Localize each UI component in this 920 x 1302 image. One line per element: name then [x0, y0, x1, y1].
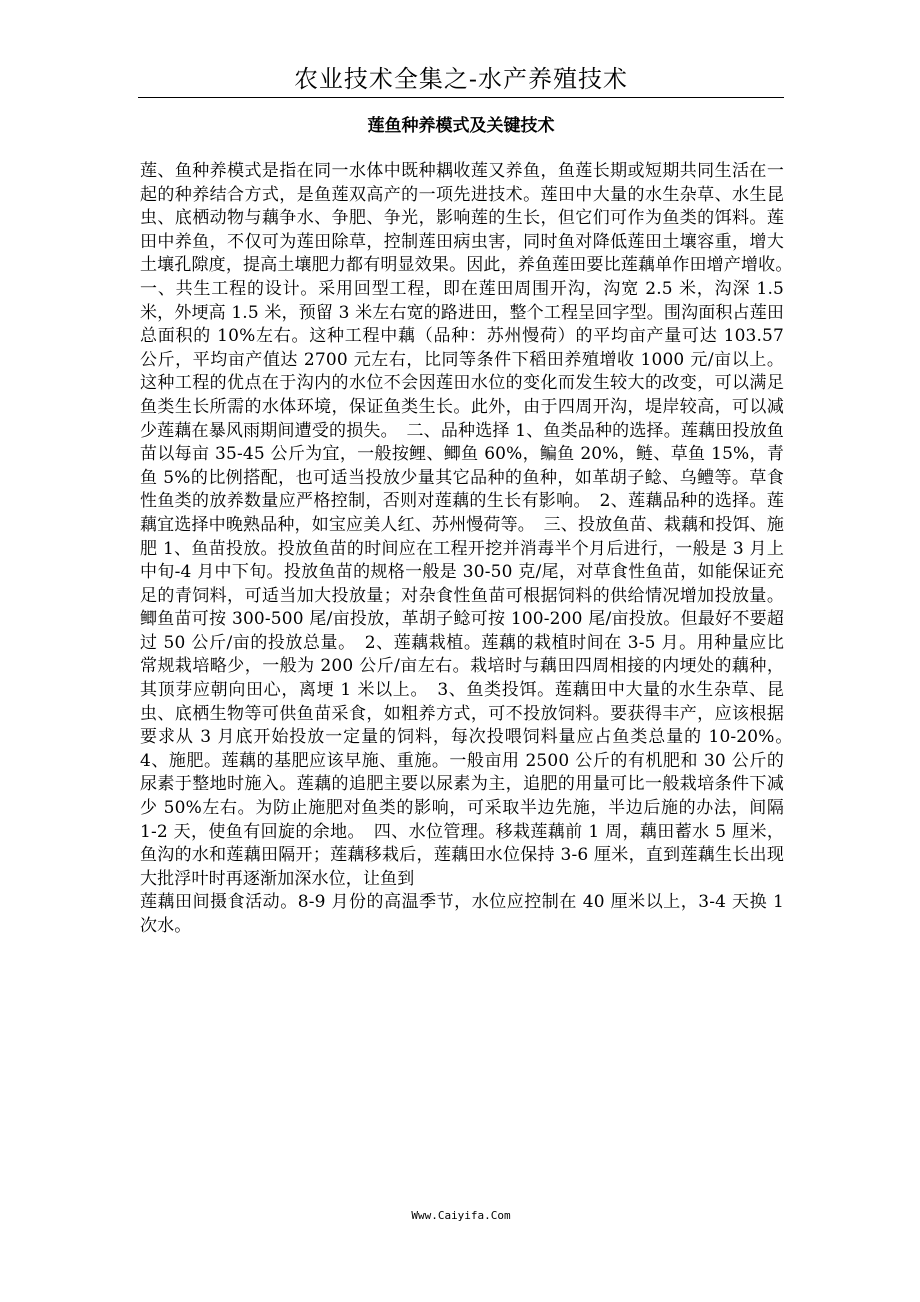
- footer-site-url: Www.Caiyifa.Com: [411, 1209, 511, 1222]
- body-paragraph-continued: 莲藕田间摄食活动。8-9 月份的高温季节，水位应控制在 40 厘米以上，3-4 天换 1 次水。: [140, 892, 784, 936]
- header-divider: [138, 97, 784, 98]
- page-header-title: 农业技术全集之-水产养殖技术: [293, 65, 629, 93]
- document-title: 莲鱼种养模式及关键技术: [367, 116, 555, 136]
- document-body: [140, 160, 802, 939]
- body-paragraph: 莲、鱼种养模式是指在同一水体中既种耦收莲又养鱼，鱼莲长期或短期共同生活在一起的种养结合方式，是鱼莲双高产的一项先进技术。莲田中大量的水生杂草、水生昆虫、底栖动物与藕争水、争肥、争光，影响莲的生长，但它们可作为鱼类的饵料。莲田中养鱼，不仅可为莲田除草，控制莲田病虫害，同时鱼对降低莲田土壤容重，增大土壤孔隙度，提高土壤肥力都有明显效果。因此，养鱼莲田要比莲藕单作田增产增收。 一、共生工程的设计。采用回型工程，即在莲田周围开沟，沟宽 2.5 米，沟深 1.5 米，外埂高 1.5 米，预留 3 米左右宽的路进田，整个工程呈回字型。围沟面积占莲田总面积的 10%左右。这种工程中藕（品种：苏州慢荷）的平均亩产量可达 103.57 公斤，平均亩产值达 2700 元左右，比同等条件下稻田养殖增收 1000 元/亩以上。这种工程的优点在于沟内的水位不会因莲田水位的变化而发生较大的改变，可以满足鱼类生长所需的水体环境，保证鱼类生长。此外，由于四周开沟，堤岸较高，可以减少莲藕在暴风雨期间遭受的损失。 二、品种选择 1、鱼类品种的选择。莲藕田投放鱼苗以每亩 35-45 公斤为宜，一般按鲤、鲫鱼 60%，鳊鱼 20%，鲢、草鱼 15%，青鱼 5%的比例搭配，也可适当投放少量其它品种的鱼种，如革胡子鲶、乌鳢等。草食性鱼类的放养数量应严格控制，否则对莲藕的生长有影响。 2、莲藕品种的选择。莲藕宜选择中晚熟品种，如宝应美人红、苏州慢荷等。 三、投放鱼苗、栽藕和投饵、施肥 1、鱼苗投放。投放鱼苗的时间应在工程开挖并消毒半个月后进行，一般是 3 月上中旬-4 月中下旬。投放鱼苗的规格一般是 30-50 克/尾，对草食性鱼苗，如能保证充足的青饲料，可适当加大投放量；对杂食性鱼苗可根据饲料的供给情况增加投放量。鲫鱼苗可按 300-500 尾/亩投放，革胡子鲶可按 100-200 尾/亩投放。但最好不要超过 50 公斤/亩的投放总量。 2、莲藕栽植。莲藕的栽植时间在 3-5 月。用种量应比常规栽培略少，一般为 200 公斤/亩左右。栽培时与藕田四周相接的内埂处的藕种，其顶芽应朝向田心，离埂 1 米以上。 3、鱼类投饵。莲藕田中大量的水生杂草、昆虫、底栖生物等可供鱼苗采食，如粗养方式，可不投放饲料。要获得丰产，应该根据要求从 3 月底开始投放一定量的饲料，每次投喂饲料量应占鱼类总量的 10-20%。 4、施肥。莲藕的基肥应该早施、重施。一般亩用 2500 公斤的有机肥和 30 公斤的尿素于整地时施入。莲藕的追肥主要以尿素为主，追肥的用量可比一般栽培条件下减少 50%左右。为防止施肥对鱼类的影响，可采取半边先施，半边后施的办法，间隔 1-2 天，使鱼有回旋的余地。 四、水位管理。移栽莲藕前 1 周，藕田蓄水 5 厘米，鱼沟的水和莲藕田隔开；莲藕移栽后，莲藕田水位保持 3-6 厘米，直到莲藕生长出现大批浮叶时再逐渐加深水位，让鱼到: [140, 161, 802, 889]
